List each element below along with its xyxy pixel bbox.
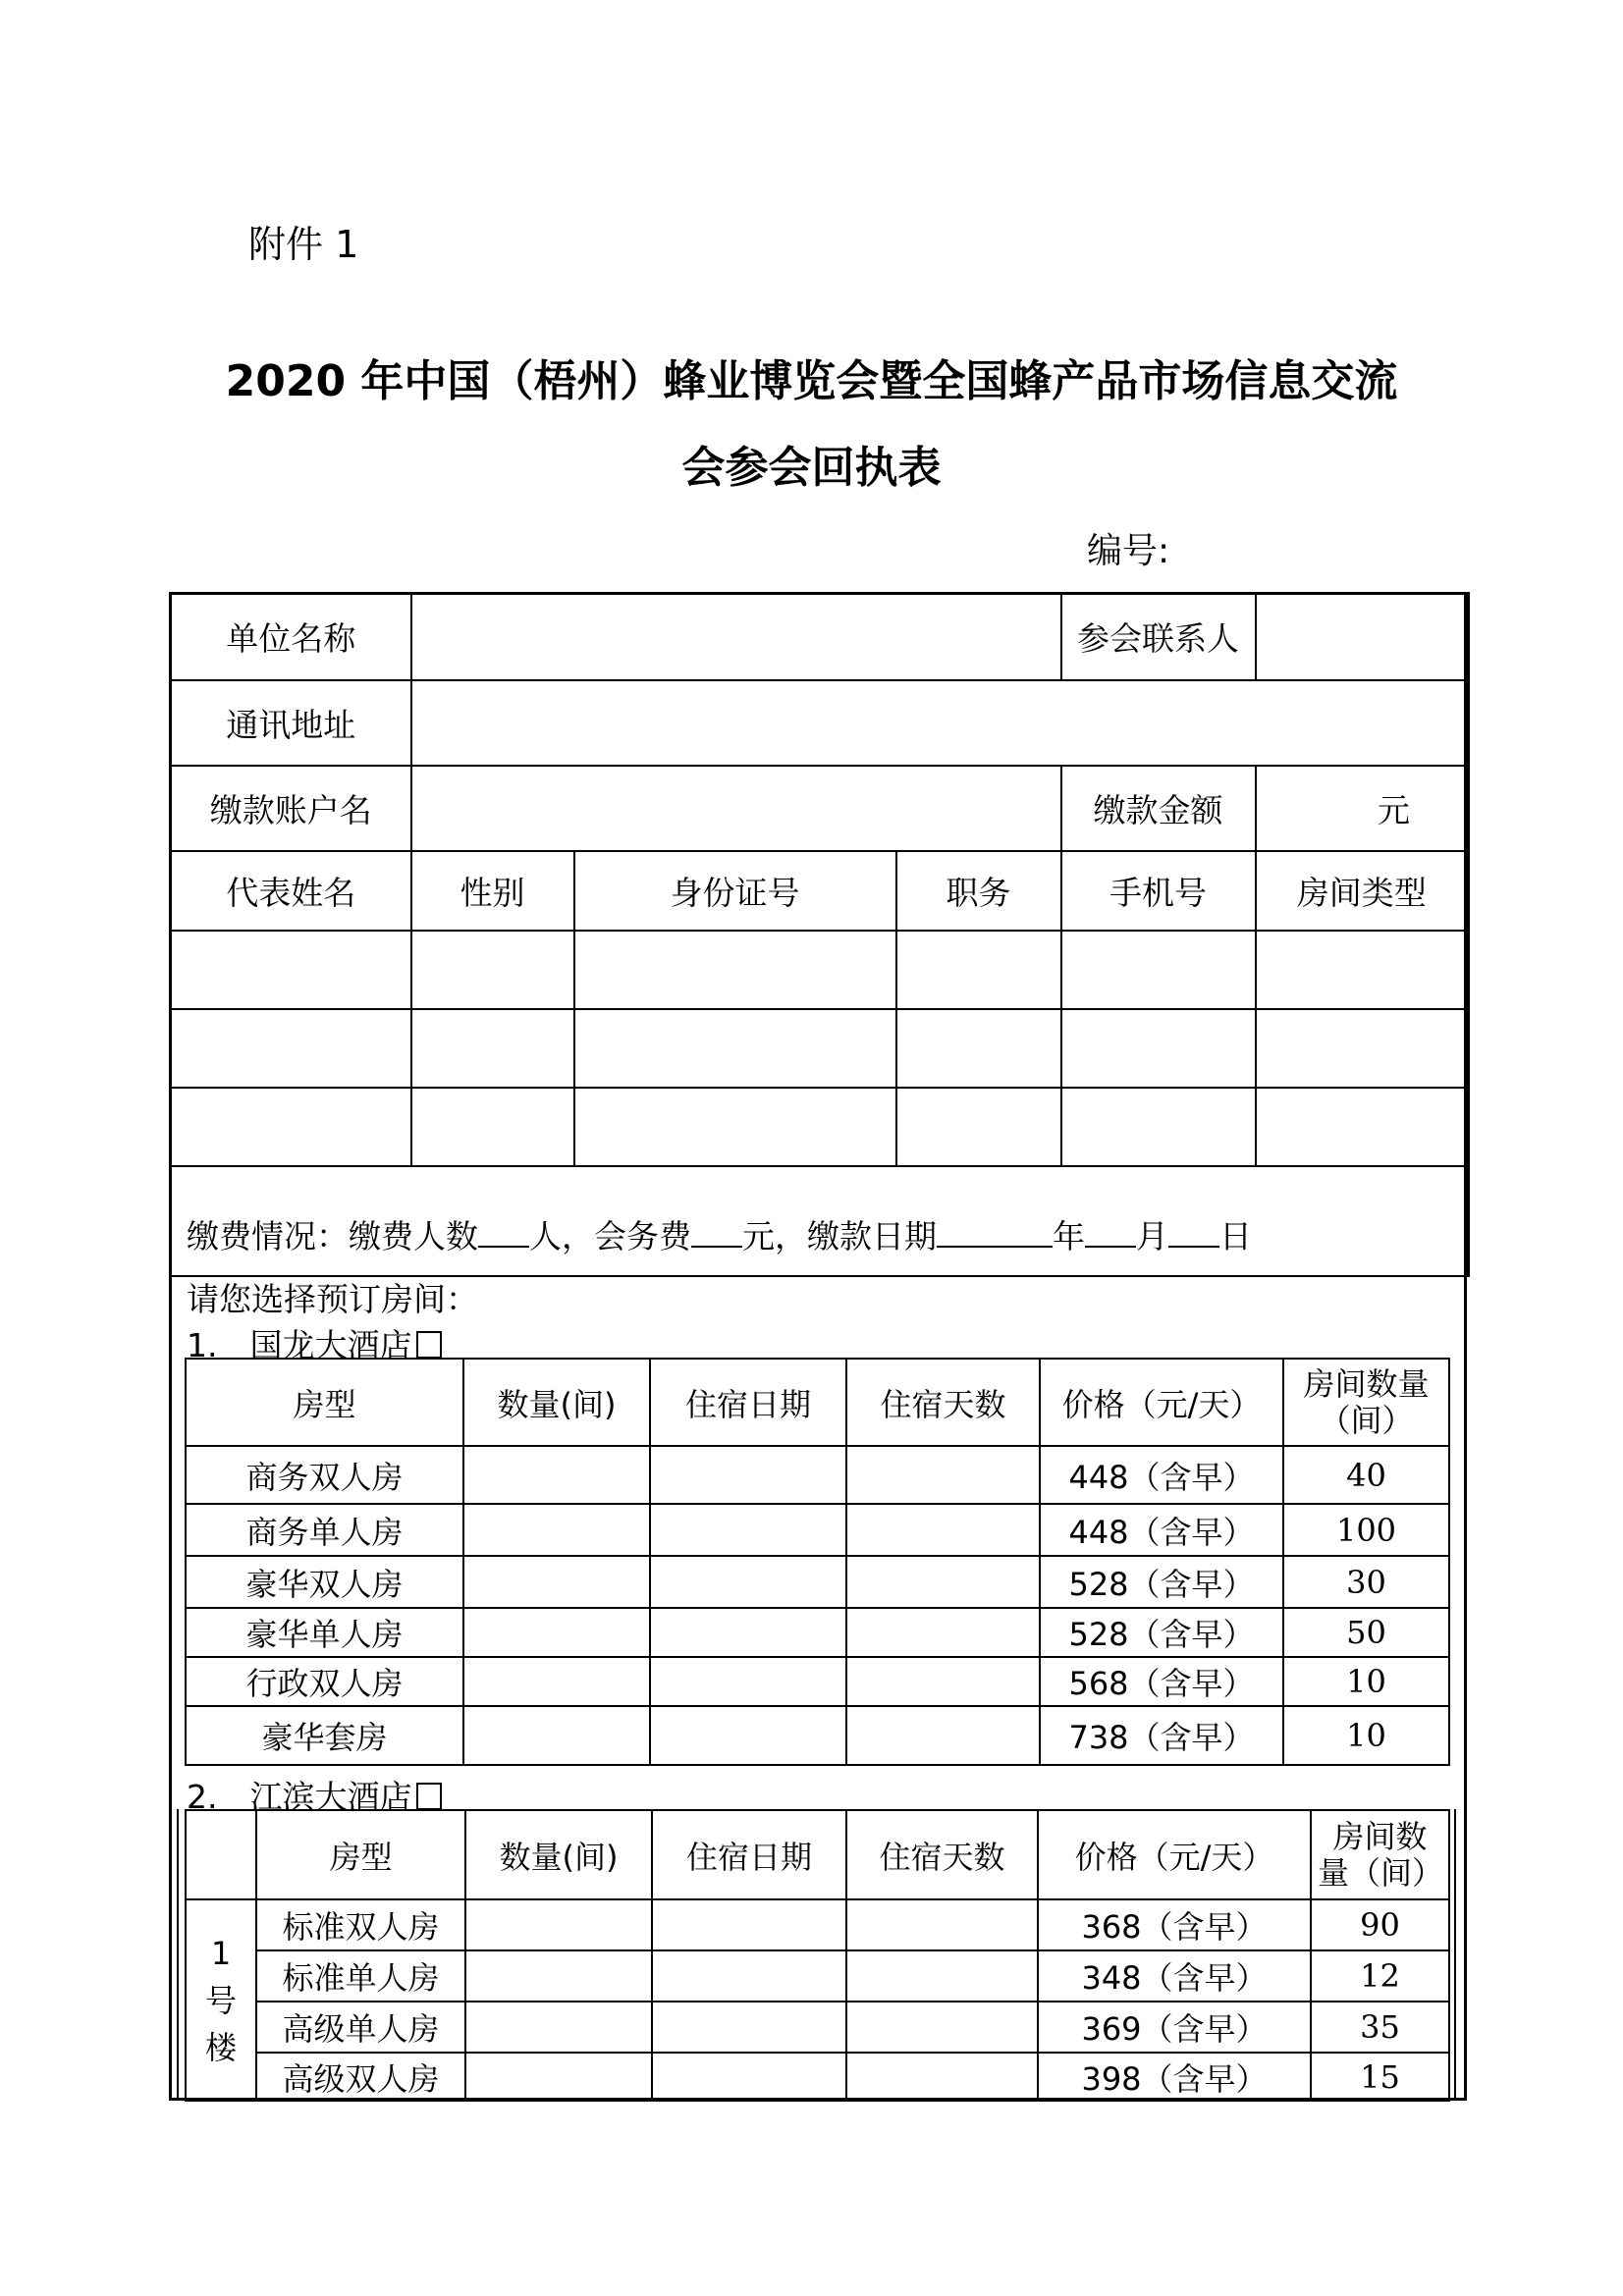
table-row (186, 1950, 1449, 2002)
days-cell[interactable] (846, 1899, 1038, 1950)
header-room-type: 房间类型 (1256, 851, 1469, 931)
page-bottom-rule (169, 2098, 1467, 2101)
header-id-number: 身份证号 (574, 851, 896, 931)
room-type: 标准双人房 (256, 1899, 465, 1950)
room-type: 商务双人房 (186, 1446, 463, 1504)
room-count: 10 (1283, 1657, 1449, 1706)
room-type: 高级单人房 (256, 2002, 465, 2053)
delegate-cell[interactable] (1256, 1088, 1469, 1166)
days-cell[interactable] (846, 1706, 1040, 1765)
day-label: 日 (1219, 1217, 1252, 1255)
contact-input[interactable] (1256, 594, 1469, 680)
quantity-cell[interactable] (463, 1608, 650, 1657)
month-label: 月 (1136, 1217, 1168, 1255)
hotel1-table (185, 1358, 1450, 1766)
days-cell[interactable] (846, 1608, 1040, 1657)
date-cell[interactable] (650, 1657, 846, 1706)
delegate-cell[interactable] (171, 931, 411, 1009)
year-label: 年 (1053, 1217, 1085, 1255)
contact-label: 参会联系人 (1061, 594, 1256, 680)
delegate-cell[interactable] (896, 931, 1061, 1009)
date-cell[interactable] (650, 1446, 846, 1504)
delegate-cell[interactable] (171, 1009, 411, 1088)
room-type: 高级双人房 (256, 2053, 465, 2101)
room-type: 标准单人房 (256, 1950, 465, 2002)
day-blank[interactable] (1168, 1218, 1219, 1248)
delegate-cell[interactable] (574, 1088, 896, 1166)
payment-label: 缴费情况：缴费人数 (187, 1217, 478, 1255)
delegate-cell[interactable] (574, 1009, 896, 1088)
room-price: 448（含早） (1040, 1446, 1283, 1504)
quantity-cell[interactable] (463, 1556, 650, 1608)
delegate-cell[interactable] (171, 1088, 411, 1166)
unit-name-label: 单位名称 (171, 594, 411, 680)
room-price: 568（含早） (1040, 1657, 1283, 1706)
table-row (186, 2053, 1449, 2101)
delegate-cell[interactable] (896, 1088, 1061, 1166)
delegate-cell[interactable] (1061, 1009, 1256, 1088)
delegate-row (171, 1009, 1469, 1088)
table-row (186, 1504, 1449, 1556)
delegate-cell[interactable] (1061, 1088, 1256, 1166)
hotel2-left-rule (177, 1809, 179, 2100)
room-price: 448（含早） (1040, 1504, 1283, 1556)
hotel1-name: 1. 国龙大酒店 (187, 1326, 412, 1364)
address-label: 通讯地址 (171, 680, 411, 766)
room-count: 40 (1283, 1446, 1449, 1504)
h2-header-quantity: 数量(间) (465, 1810, 652, 1899)
building-label (186, 1899, 256, 2101)
room-count: 15 (1311, 2053, 1449, 2101)
h1-header-days: 住宿天数 (846, 1359, 1040, 1446)
h1-header-price: 价格（元/天） (1040, 1359, 1283, 1446)
registration-table (169, 592, 1470, 1277)
delegate-row (171, 1088, 1469, 1166)
room-prompt: 请您选择预订房间： (187, 1280, 478, 1318)
delegate-cell[interactable] (1256, 931, 1469, 1009)
page-title-line2: 会参会回执表 (681, 443, 942, 493)
table-row (186, 1706, 1449, 1765)
h2-header-count: 房间数量（间） (1311, 1810, 1449, 1899)
account-name-input[interactable] (411, 766, 1061, 851)
delegate-cell[interactable] (896, 1009, 1061, 1088)
month-blank[interactable] (1085, 1218, 1136, 1248)
room-type: 豪华单人房 (186, 1608, 463, 1657)
h2-header-days: 住宿天数 (846, 1810, 1038, 1899)
building-text: 1号楼 (204, 1934, 237, 2066)
delegate-cell[interactable] (411, 931, 574, 1009)
hotel1-checkbox[interactable] (416, 1331, 442, 1359)
serial-number-label: 编号: (1087, 531, 1170, 571)
room-price: 369（含早） (1038, 2002, 1311, 2053)
h1-header-count: 房间数量（间） (1283, 1359, 1449, 1446)
date-cell[interactable] (652, 2002, 846, 2053)
days-cell[interactable] (846, 2053, 1038, 2101)
room-price: 368（含早） (1038, 1899, 1311, 1950)
h2-header-date: 住宿日期 (652, 1810, 846, 1899)
table-row (186, 1446, 1449, 1504)
hotel2-name: 2. 江滨大酒店 (187, 1778, 412, 1816)
h1-header-type: 房型 (186, 1359, 463, 1446)
date-cell[interactable] (652, 1899, 846, 1950)
room-count: 12 (1311, 1950, 1449, 2002)
days-cell[interactable] (846, 1950, 1038, 2002)
h2-header-type: 房型 (256, 1810, 465, 1899)
quantity-cell[interactable] (465, 2053, 652, 2101)
payment-line (187, 1211, 1252, 1257)
delegate-cell[interactable] (574, 931, 896, 1009)
hotel2-right-rule (1454, 1809, 1456, 2100)
quantity-cell[interactable] (465, 1899, 652, 1950)
account-name-label: 缴款账户名 (171, 766, 411, 851)
days-cell[interactable] (846, 1446, 1040, 1504)
amount-label: 缴款金额 (1061, 766, 1256, 851)
table-row (186, 1556, 1449, 1608)
hotel2-checkbox[interactable] (416, 1783, 442, 1810)
days-cell[interactable] (846, 1657, 1040, 1706)
room-count: 100 (1283, 1504, 1449, 1556)
table-row (186, 1608, 1449, 1657)
fee-blank[interactable] (691, 1218, 742, 1248)
quantity-cell[interactable] (463, 1504, 650, 1556)
header-name: 代表姓名 (171, 851, 411, 931)
quantity-cell[interactable] (465, 1950, 652, 2002)
amount-input[interactable] (1256, 766, 1469, 851)
h1-header-date: 住宿日期 (650, 1359, 846, 1446)
room-price: 528（含早） (1040, 1556, 1283, 1608)
room-price: 528（含早） (1040, 1608, 1283, 1657)
unit-name-input[interactable] (411, 594, 1061, 680)
quantity-cell[interactable] (465, 2002, 652, 2053)
room-type: 豪华套房 (186, 1706, 463, 1765)
date-cell[interactable] (650, 1608, 846, 1657)
room-type: 行政双人房 (186, 1657, 463, 1706)
date-cell[interactable] (650, 1504, 846, 1556)
quantity-cell[interactable] (463, 1657, 650, 1706)
room-type: 豪华双人房 (186, 1556, 463, 1608)
room-count: 50 (1283, 1608, 1449, 1657)
date-cell[interactable] (652, 1950, 846, 2002)
room-count: 35 (1311, 2002, 1449, 2053)
people-count-blank[interactable] (478, 1218, 529, 1248)
room-count: 90 (1311, 1899, 1449, 1950)
quantity-cell[interactable] (463, 1706, 650, 1765)
date-cell[interactable] (652, 2053, 846, 2101)
header-phone: 手机号 (1061, 851, 1256, 931)
attachment-label: 附件 1 (248, 223, 359, 266)
room-price: 348（含早） (1038, 1950, 1311, 2002)
table-row (186, 2002, 1449, 2053)
delegate-cell[interactable] (1256, 1009, 1469, 1088)
page-title: 2020 年中国（梧州）蜂业博览会暨全国蜂产品市场信息交流 (225, 356, 1398, 406)
header-position: 职务 (896, 851, 1061, 931)
delegate-row (171, 931, 1469, 1009)
delegate-cell[interactable] (1061, 931, 1256, 1009)
delegate-cell[interactable] (411, 1088, 574, 1166)
h1-header-quantity: 数量(间) (463, 1359, 650, 1446)
fee-unit: 元，缴款日期 (742, 1217, 937, 1255)
delegate-cell[interactable] (411, 1009, 574, 1088)
room-type: 商务单人房 (186, 1504, 463, 1556)
year-blank[interactable] (937, 1218, 1053, 1248)
date-cell[interactable] (650, 1556, 846, 1608)
days-cell[interactable] (846, 1556, 1040, 1608)
address-input[interactable] (411, 680, 1469, 766)
h2-header-building (186, 1810, 256, 1899)
header-gender: 性别 (411, 851, 574, 931)
hotel2-table (185, 1809, 1450, 2102)
room-count: 10 (1283, 1706, 1449, 1765)
table-row (186, 1657, 1449, 1706)
room-count: 30 (1283, 1556, 1449, 1608)
table-row (186, 1899, 1449, 1950)
date-cell[interactable] (650, 1706, 846, 1765)
people-unit: 人，会务费 (529, 1217, 691, 1255)
quantity-cell[interactable] (463, 1446, 650, 1504)
room-price: 398（含早） (1038, 2053, 1311, 2101)
h2-header-price: 价格（元/天） (1038, 1810, 1311, 1899)
days-cell[interactable] (846, 1504, 1040, 1556)
days-cell[interactable] (846, 2002, 1038, 2053)
amount-unit: 元 (1378, 790, 1411, 829)
room-price: 738（含早） (1040, 1706, 1283, 1765)
